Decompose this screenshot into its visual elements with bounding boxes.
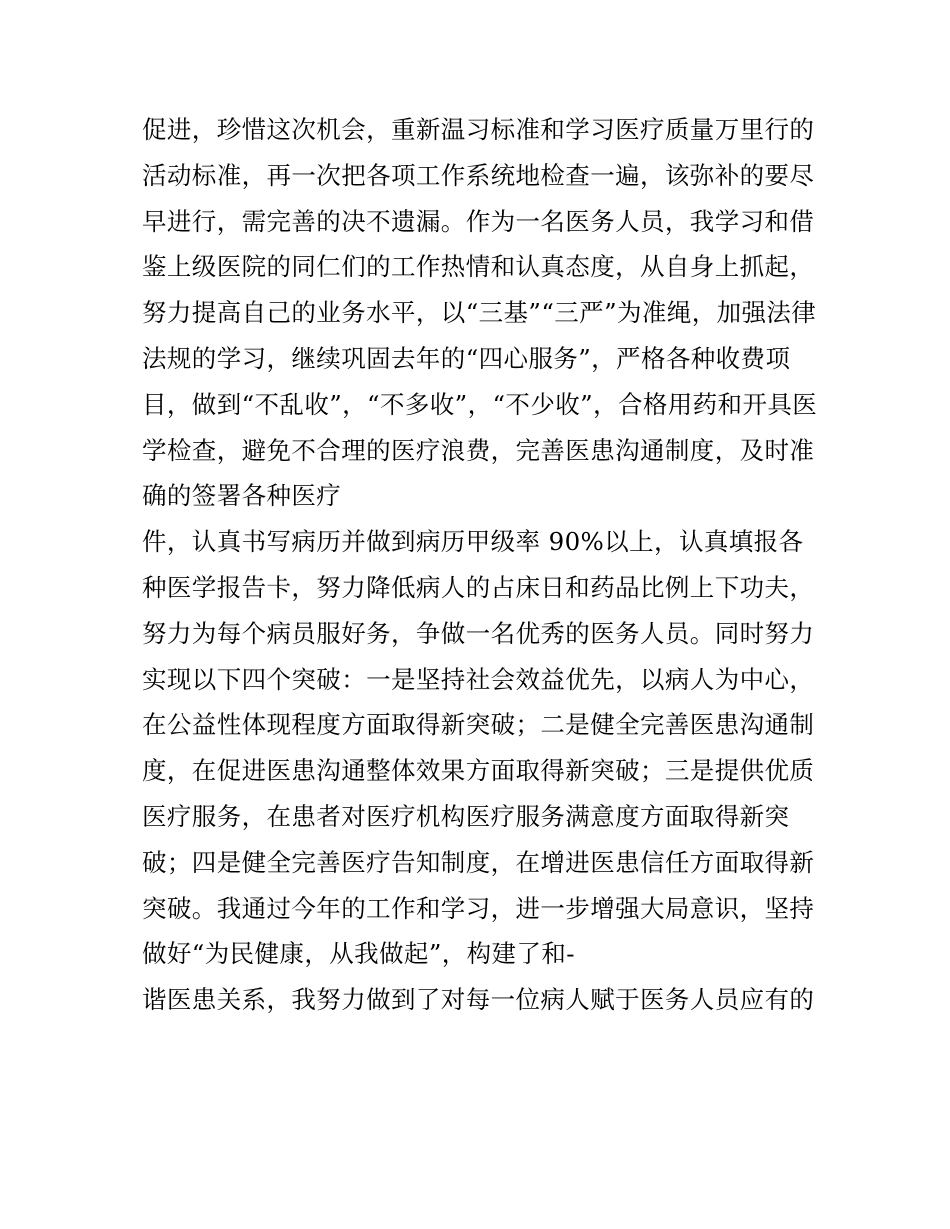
- text-line: 目，做到“不乱收”，“不多收”，“不少收”，合格用药和开具医: [142, 389, 818, 419]
- text-line: 促进，珍惜这次机会，重新温习标准和学习医疗质量万里行的: [142, 115, 815, 144]
- text-line: 度，在促进医患沟通整体效果方面取得新突破；三是提供优质: [142, 756, 815, 786]
- text-line: 鉴上级医院的同仁们的工作热情和认真态度，从自身上抓起，: [142, 252, 815, 282]
- text-line: 活动标准，再一次把各项工作系统地检查一遍，该弥补的要尽: [142, 160, 815, 190]
- document-body: [142, 107, 822, 1023]
- text-line: 早进行，需完善的决不遗漏。作为一名医务人员，我学习和借: [142, 206, 815, 236]
- text-line: 医疗服务，在患者对医疗机构医疗服务满意度方面取得新突: [142, 801, 790, 831]
- paragraph-2: [142, 519, 822, 977]
- text-line: 件，认真书写病历并做到病历甲级率 90%以上，认真填报各: [142, 527, 804, 557]
- text-line: 破；四是健全完善医疗告知制度，在增进医患信任方面取得新: [142, 847, 815, 877]
- text-line: 确的签署各种医疗: [142, 481, 342, 511]
- text-line: 突破。我通过今年的工作和学习，进一步增强大局意识，坚持: [142, 893, 815, 923]
- paragraph-3: [142, 977, 822, 1023]
- text-line: 做好“为民健康，从我做起”，构建了和-: [142, 939, 575, 969]
- text-line: 在公益性体现程度方面取得新突破；二是健全完善医患沟通制: [142, 710, 815, 740]
- text-line: 努力提高自己的业务水平，以“三基”“三严”为准绳，加强法律: [142, 298, 817, 328]
- text-line: 努力为每个病员服好务，争做一名优秀的医务人员。同时努力: [142, 618, 815, 648]
- text-line: 种医学报告卡，努力降低病人的占床日和药品比例上下功夫，: [142, 572, 815, 602]
- paragraph-1: [142, 107, 822, 519]
- text-line: 谐医患关系，我努力做到了对每一位病人赋于医务人员应有的: [142, 985, 815, 1015]
- text-line: 实现以下四个突破：一是坚持社会效益优先，以病人为中心，: [142, 664, 815, 694]
- text-line: 法规的学习，继续巩固去年的“四心服务”，严格各种收费项: [142, 343, 791, 373]
- text-line: 学检查，避免不合理的医疗浪费，完善医患沟通制度，及时准: [142, 435, 815, 465]
